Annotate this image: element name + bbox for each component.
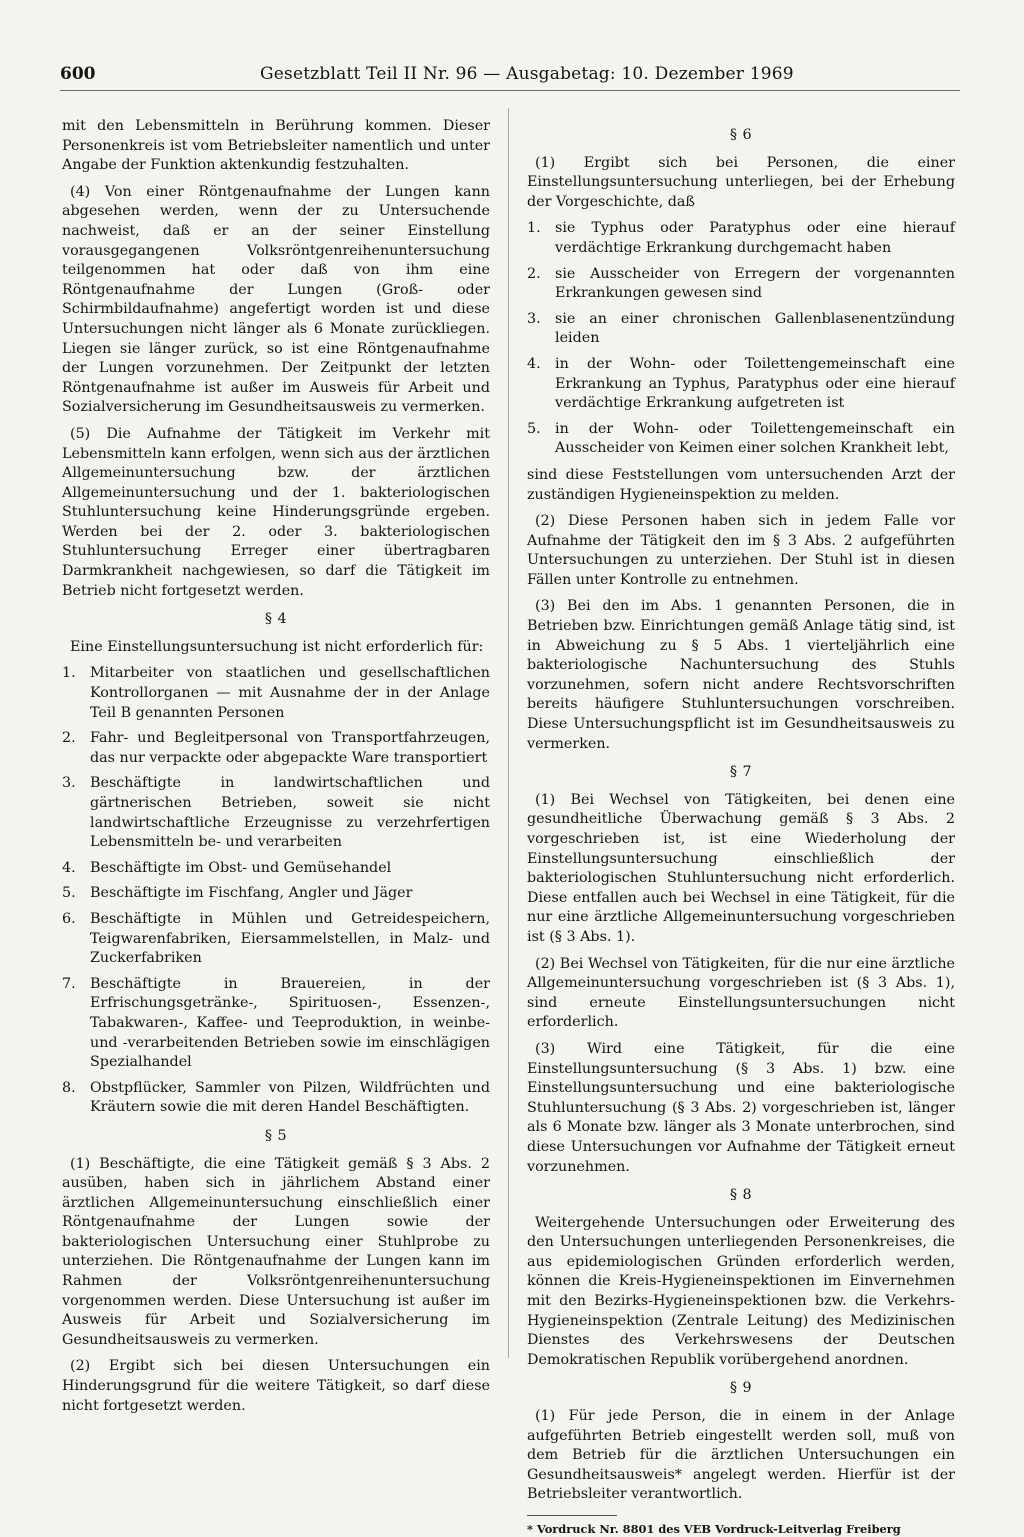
list-item: [62, 859, 490, 879]
list-item: [62, 975, 490, 1073]
running-title: Gesetzblatt Teil II Nr. 96 — Ausgabetag: 10. Dezember 1969: [260, 64, 794, 84]
list-item-number: 3.: [62, 775, 76, 792]
right-column: [527, 117, 955, 1537]
list-item-text: sie Typhus oder Paratyphus oder eine hierauf verdächtige Erkrankung durchgemacht haben: [555, 220, 955, 256]
list-item-number: 6.: [62, 910, 76, 927]
column-divider: [508, 108, 509, 1358]
list-item-number: 3.: [527, 310, 541, 327]
section-8-heading: § 8: [729, 1187, 753, 1204]
left-column: [62, 117, 490, 1423]
page-header: [60, 62, 960, 86]
section-7-paragraph-3: (3) Wird eine Tätigkeit, für die eine Einstellungsuntersuchung (§ 3 Abs. 1) bzw. eine Einstellungsuntersuchung und eine bakteriologische Stuhluntersuchung (§ 3 Abs. 2) vorgeschrieben ist, länger als 6 Monate bzw. länger als 3 Monate unterbrochen, sind diese Untersuchungen vor Aufnahme der Tätigkeit erneut vorzunehmen.: [527, 1040, 955, 1175]
list-item-number: 1.: [62, 665, 76, 682]
section-5-paragraph-1: (1) Beschäftigte, die eine Tätigkeit gemäß § 3 Abs. 2 ausüben, haben sich in jährlichem Abstand einer ärztlichen Allgemeinuntersuchung einschließlich einer Röntgenaufnahme der Lungen sowie der bakteriologischen Untersuchung einer Stuhlprobe zu unterziehen. Die Röntgenaufnahme der Lungen kann im Rahmen der Volksröntgenreihenuntersuchung vorgenommen werden. Diese Untersuchung ist außer im Ausweis für Arbeit und Sozialversicherung im Gesundheitsausweis zu vermerken.: [62, 1155, 490, 1348]
list-item-text: Obstpflücker, Sammler von Pilzen, Wildfrüchten und Kräutern sowie die mit deren Handel Beschäftigten.: [90, 1079, 490, 1116]
section-4-list: [62, 664, 490, 1117]
list-item: [62, 664, 490, 723]
list-item-number: 2.: [527, 265, 541, 282]
section-4-heading: § 4: [264, 611, 288, 628]
list-item-number: 5.: [527, 420, 541, 437]
header-rule: [60, 90, 960, 91]
list-item-text: Mitarbeiter von staatlichen und gesellschaftlichen Kontrollorganen — mit Ausnahme der in der Anlage Teil B genannten Personen: [90, 665, 490, 721]
continuation-paragraph: mit den Lebensmitteln in Berührung kommen. Dieser Personenkreis ist vom Betriebsleiter namentlich und unter Angabe der Funktion aktenkundig festzuhalten.: [62, 118, 490, 174]
list-item-text: Fahr- und Begleitpersonal von Transportfahrzeugen, das nur verpackte oder abgepackte Ware transportiert: [90, 730, 490, 766]
list-item: [527, 219, 955, 258]
section-6-list: [527, 219, 955, 459]
section-6-paragraph-1-conclusion: sind diese Feststellungen vom untersuchenden Arzt der zuständigen Hygieneinspektion zu melden.: [527, 466, 955, 503]
list-item: [62, 774, 490, 852]
list-item: [62, 910, 490, 969]
list-item-number: 8.: [62, 1079, 76, 1096]
list-item: [62, 729, 490, 768]
list-item-text: in der Wohn- oder Toilettengemeinschaft ein Ausscheider von Keimen einer solchen Krankheit lebt,: [555, 420, 955, 457]
section-5-heading: § 5: [264, 1127, 288, 1144]
list-item: [527, 310, 955, 349]
page-number: 600: [60, 64, 96, 84]
section-4-intro: Eine Einstellungsuntersuchung ist nicht erforderlich für:: [70, 638, 484, 655]
list-item-text: in der Wohn- oder Toilettengemeinschaft eine Erkrankung an Typhus, Paratyphus oder eine hierauf verdächtige Erkrankung aufgetreten ist: [555, 355, 955, 412]
list-item-text: Beschäftigte im Obst- und Gemüsehandel: [90, 859, 392, 876]
list-item: [527, 265, 955, 304]
paragraph-3-5: (5) Die Aufnahme der Tätigkeit im Verkehr mit Lebensmitteln kann erfolgen, wenn sich aus der ärztlichen Allgemeinuntersuchung bzw. der ärztlichen Allgemeinuntersuchung und der 1. bakteriologischen Stuhluntersuchung keine Hinderungsgründe ergeben. Werden bei der 2. oder 3. bakteriologischen Stuhluntersuchung Erreger einer übertragbaren Darmkrankheit nachgewiesen, so darf die Tätigkeit im Betrieb nicht fortgesetzt werden.: [62, 425, 490, 599]
list-item-text: Beschäftigte in Mühlen und Getreidespeichern, Teigwarenfabriken, Eiersammelstellen, in Malz- und Zuckerfabriken: [90, 910, 490, 967]
section-5-paragraph-2: (2) Ergibt sich bei diesen Untersuchungen ein Hinderungsgrund für die weitere Tätigkeit, so darf diese nicht fortgesetzt werden.: [62, 1358, 490, 1414]
list-item-number: 5.: [62, 885, 76, 902]
footnote: * Vordruck Nr. 8801 des VEB Vordruck-Leitverlag Freiberg: [527, 1522, 901, 1536]
section-8-paragraph-1: Weitergehende Untersuchungen oder Erweiterung des den Untersuchungen unterliegenden Personenkreises, die aus epidemiologischen Gründen erforderlich werden, können die Kreis-Hygieneinspektionen im Einvernehmen mit den Bezirks-Hygieneinspektionen bzw. die Verkehrs-Hygieneinspektion (Zentrale Leitung) des Medizinischen Dienstes des Verkehrswesens der Deutschen Demokratischen Republik vorübergehend anordnen.: [527, 1214, 955, 1368]
list-item-text: Beschäftigte im Fischfang, Angler und Jäger: [90, 885, 413, 902]
footnote-rule: [527, 1515, 617, 1516]
list-item: [527, 355, 955, 414]
list-item: [62, 1079, 490, 1118]
section-6-paragraph-2: (2) Diese Personen haben sich in jedem Falle vor Aufnahme der Tätigkeit den im § 3 Abs. 2 aufgeführten Untersuchungen zu unterziehen. Der Stuhl ist in diesen Fällen unter Kontrolle zu entnehmen.: [527, 513, 955, 588]
list-item-number: 2.: [62, 730, 76, 747]
list-item: [62, 884, 490, 904]
section-7-paragraph-1: (1) Bei Wechsel von Tätigkeiten, bei denen eine gesundheitliche Überwachung gemäß § 3 Abs. 2 vorgeschrieben ist, ist eine Wiederholung der Einstellungsuntersuchung einschließlich der bakteriologischen Stuhluntersuchung nicht erforderlich. Diese entfallen auch bei Wechsel in eine Tätigkeit, für die nur eine ärztliche Allgemeinuntersuchung vorgeschrieben ist (§ 3 Abs. 1).: [527, 791, 955, 945]
list-item-text: Beschäftigte in landwirtschaftlichen und gärtnerischen Betrieben, soweit sie nicht landwirtschaftliche Erzeugnisse zu verzehrfertigen Lebensmitteln be- und verarbeiten: [90, 775, 490, 851]
list-item-text: Beschäftigte in Brauereien, in der Erfrischungsgetränke-, Spirituosen-, Essenzen-, Tabakwaren-, Kaffee- und Teeproduktion, in weinbe- und -verarbeitenden Betrieben sowie im einschlägigen Spezialhandel: [90, 975, 490, 1071]
section-6-heading: § 6: [729, 127, 753, 143]
section-6-paragraph-3: (3) Bei den im Abs. 1 genannten Personen, die in Betrieben bzw. Einrichtungen gemäß Anlage tätig sind, ist in Abweichung zu § 5 Abs. 1 vierteljährlich eine bakteriologische Nachuntersuchung des Stuhls vorzunehmen, sofern nicht andere Rechtsvorschriften bereits häufigere Stuhluntersuchungen vorschreiben. Diese Untersuchungspflicht ist im Gesundheitsausweis zu vermerken.: [527, 598, 955, 752]
section-7-paragraph-2: (2) Bei Wechsel von Tätigkeiten, für die nur eine ärztliche Allgemeinuntersuchung vorgeschrieben ist (§ 3 Abs. 1), sind erneute Einstellungsuntersuchungen nicht erforderlich.: [527, 955, 955, 1031]
list-item-number: 7.: [62, 975, 76, 992]
list-item-number: 4.: [62, 859, 76, 876]
section-9-paragraph-1: (1) Für jede Person, die in einem in der Anlage aufgeführten Betrieb eingestellt werden soll, muß von dem Betrieb für die ärztlichen Untersuchungen ein Gesundheitsausweis* angelegt werden. Hierfür ist der Betriebsleiter verantwortlich.: [527, 1408, 955, 1503]
list-item-text: sie an einer chronischen Gallenblasenentzündung leiden: [555, 310, 955, 347]
section-9-heading: § 9: [729, 1380, 753, 1397]
paragraph-3-4: (4) Von einer Röntgenaufnahme der Lungen kann abgesehen werden, wenn der zu Untersuchende nachweist, daß er an der seiner Einstellung vorausgegangenen Volksröntgenreihenuntersuchung teilgenommen hat oder daß von ihm eine Röntgenaufnahme der Lungen (Groß- oder Schirmbildaufnahme) angefertigt worden ist und diese Untersuchungen nicht länger als 6 Monate zurückliegen. Liegen sie länger zurück, so ist eine Röntgenaufnahme der Lungen vorzunehmen. Der Zeitpunkt der letzten Röntgenaufnahme ist außer im Ausweis für Arbeit und Sozialversicherung im Gesundheitsausweis zu vermerken.: [62, 183, 490, 416]
section-7-heading: § 7: [729, 764, 753, 781]
list-item-number: 1.: [527, 220, 541, 237]
list-item-text: sie Ausscheider von Erregern der vorgenannten Erkrankungen gewesen sind: [555, 265, 955, 302]
list-item: [527, 420, 955, 459]
section-6-paragraph-1-intro: (1) Ergibt sich bei Personen, die einer Einstellungsuntersuchung unterliegen, bei der Erhebung der Vorgeschichte, daß: [527, 154, 955, 210]
list-item-number: 4.: [527, 355, 541, 372]
